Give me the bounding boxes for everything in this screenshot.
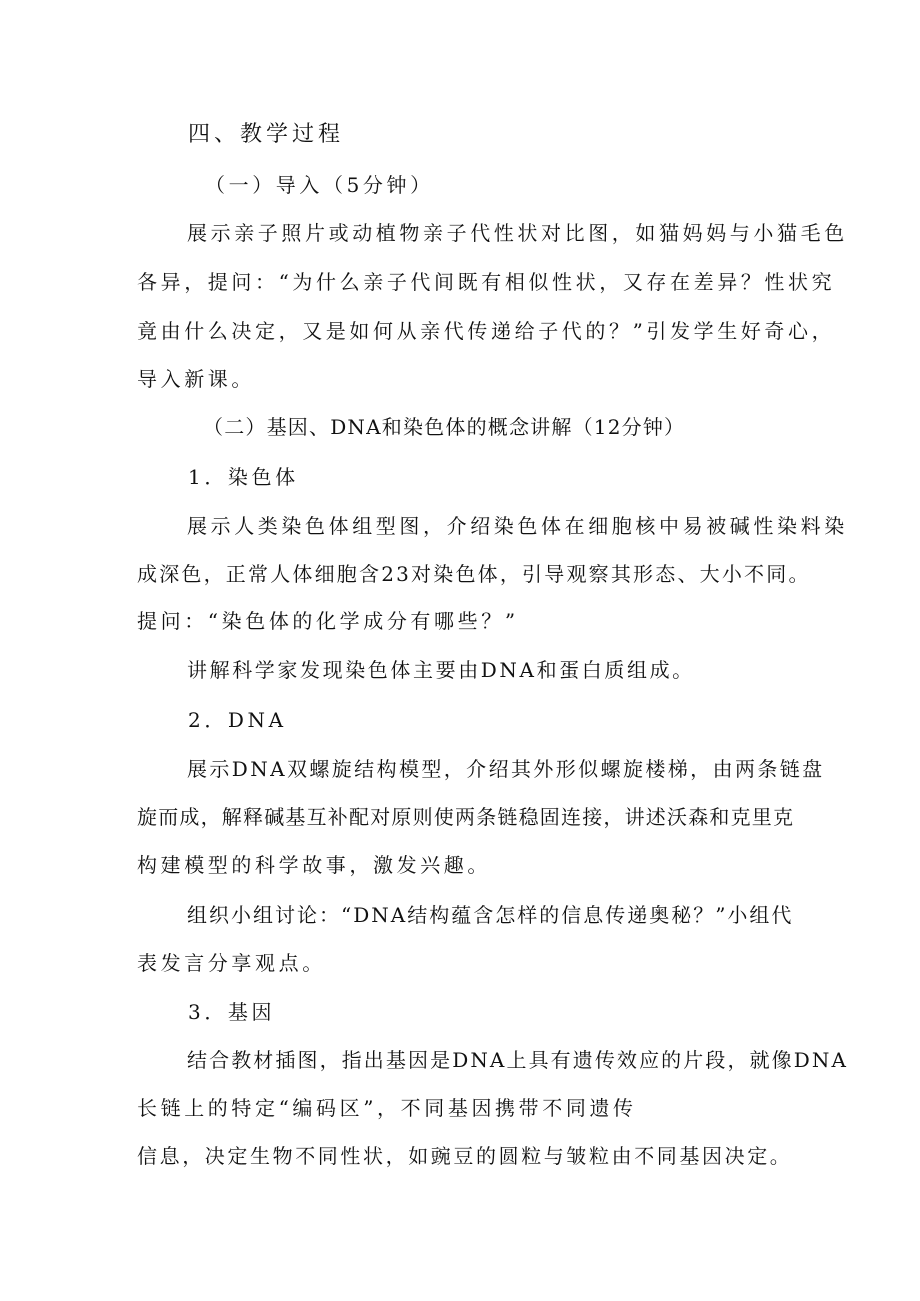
dna-title: 2．DNA (188, 708, 287, 732)
chromosome-paragraph-2: 讲解科学家发现染色体主要由DNA和蛋白质组成。 (187, 658, 695, 682)
section-title: 四、教学过程 (188, 122, 345, 147)
gene-paragraph-line-3: 信息，决定生物不同性状，如豌豆的圆粒与皱粒由不同基因决定。 (137, 1144, 793, 1168)
dna-discussion-line-2: 表发言分享观点。 (137, 951, 326, 975)
intro-heading: （一）导入（5分钟） (205, 173, 434, 197)
intro-paragraph-line-1: 展示亲子照片或动植物亲子代性状对比图，如猫妈妈与小猫毛色 (187, 221, 848, 245)
gene-title: 3．基因 (188, 1000, 276, 1024)
gene-paragraph-line-2: 长链上的特定“编码区”，不同基因携带不同遗传 (137, 1096, 637, 1120)
intro-paragraph-line-4: 导入新课。 (137, 367, 255, 391)
chromosome-title: 1．染色体 (188, 465, 299, 489)
intro-paragraph-line-3: 竟由什么决定，又是如何从亲代传递给子代的？”引发学生好奇心， (137, 319, 836, 343)
gene-paragraph-line-1: 结合教材插图，指出基因是DNA上具有遗传效应的片段，就像DNA (187, 1048, 849, 1072)
concepts-heading: （二）基因、DNA和染色体的概念讲解（12分钟） (203, 415, 686, 439)
dna-paragraph-line-3: 构建模型的科学故事，激发兴趣。 (137, 853, 491, 877)
dna-discussion-line-1: 组织小组讨论：“DNA结构蕴含怎样的信息传递奥秘？”小组代 (187, 903, 794, 927)
chromosome-paragraph-line-2: 成深色，正常人体细胞含23对染色体，引导观察其形态、大小不同。 (137, 562, 811, 586)
dna-paragraph-line-2: 旋而成，解释碱基互补配对原则使两条链稳固连接，讲述沃森和克里克 (137, 805, 795, 829)
chromosome-paragraph-line-3: 提问：“染色体的化学成分有哪些？” (137, 609, 519, 633)
intro-paragraph-line-2: 各异，提问：“为什么亲子代间既有相似性状，又存在差异？性状究 (137, 270, 836, 294)
chromosome-paragraph-line-1: 展示人类染色体组型图，介绍染色体在细胞核中易被碱性染料染 (187, 514, 848, 538)
dna-paragraph-line-1: 展示DNA双螺旋结构模型，介绍其外形似螺旋楼梯，由两条链盘 (187, 757, 825, 781)
